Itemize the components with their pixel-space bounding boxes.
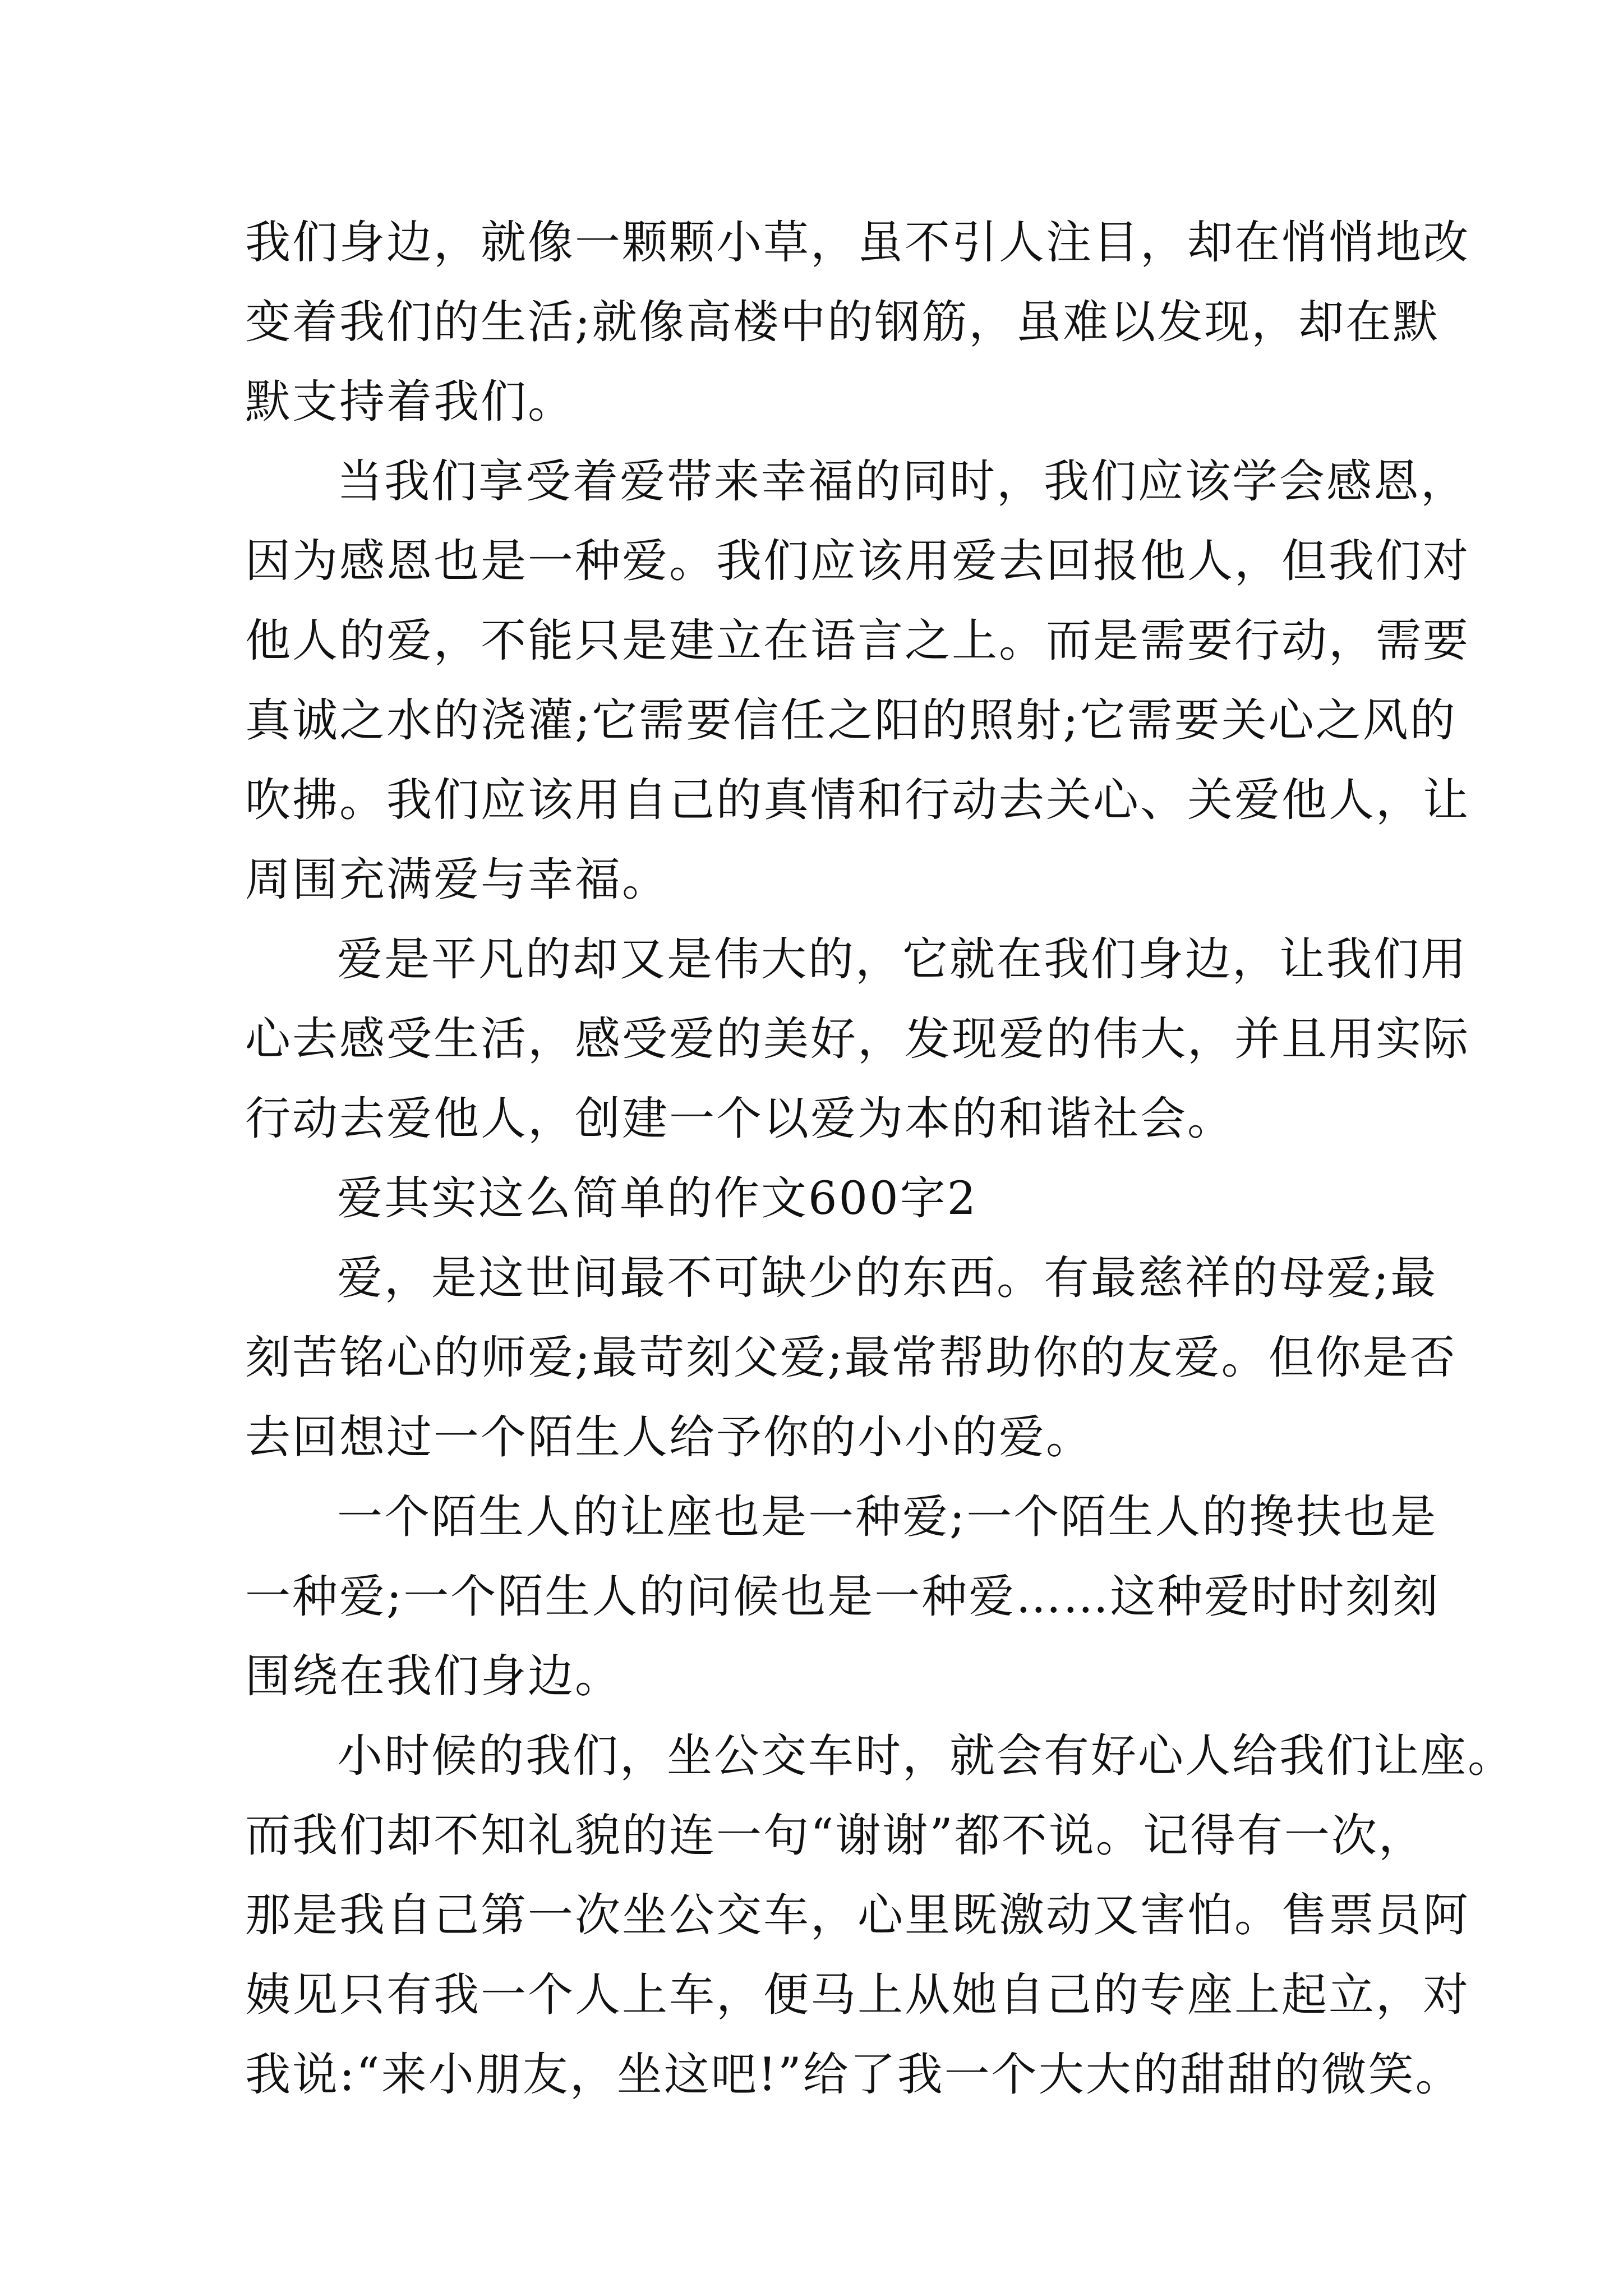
paragraph: [245, 1717, 1515, 2115]
heading-line: 爱其实这么简单的作文600字2: [337, 1172, 978, 1225]
text-line: 爱是平凡的却又是伟大的，它就在我们身边，让我们用: [337, 933, 1468, 986]
text-line: 姨见只有我一个人上车，便马上从她自己的专座上起立，对: [245, 1969, 1470, 2022]
paragraph: [245, 1478, 1440, 1717]
document-body: [245, 203, 1515, 2115]
text-line: 爱，是这世间最不可缺少的东西。有最慈祥的母爱;最: [337, 1252, 1438, 1305]
paragraph: [245, 1239, 1457, 1478]
text-line: 周围充满爱与幸福。: [245, 854, 670, 907]
paragraph: [245, 920, 1470, 1159]
text-line: 一个陌生人的让座也是一种爱;一个陌生人的搀扶也是: [337, 1491, 1438, 1544]
text-line: 一种爱;一个陌生人的问候也是一种爱……这种爱时时刻刻: [245, 1571, 1440, 1623]
section-heading: [245, 1159, 1395, 1239]
text-line: 刻苦铭心的师爱;最苛刻父爱;最常帮助你的友爱。但你是否: [245, 1332, 1457, 1384]
text-line: 当我们享受着爱带来幸福的同时，我们应该学会感恩，: [337, 455, 1468, 508]
text-line: 我说:“来小朋友，坐这吧!”给了我一个大大的甜甜的微笑。: [245, 2049, 1463, 2101]
text-line: 围绕在我们身边。: [245, 1650, 623, 1703]
text-line: 变着我们的生活;就像高楼中的钢筋，虽难以发现，却在默: [245, 296, 1440, 349]
text-line: 真诚之水的浇灌;它需要信任之阳的照射;它需要关心之风的: [245, 694, 1457, 747]
text-line: 吹拂。我们应该用自己的真情和行动去关心、关爱他人，让: [245, 774, 1470, 827]
text-line: 默支持着我们。: [245, 376, 575, 429]
text-line: 因为感恩也是一种爱。我们应该用爱去回报他人，但我们对: [245, 535, 1470, 588]
text-line: 小时候的我们，坐公交车时，就会有好心人给我们让座。: [337, 1730, 1515, 1783]
text-line: 我们身边，就像一颗颗小草，虽不引人注目，却在悄悄地改: [245, 217, 1470, 269]
paragraph: [245, 442, 1470, 920]
text-line: 行动去爱他人，创建一个以爱为本的和谐社会。: [245, 1093, 1235, 1145]
text-line: 去回想过一个陌生人给予你的小小的爱。: [245, 1411, 1094, 1464]
text-line: 而我们却不知礼貌的连一句“谢谢”都不说。记得有一次，: [245, 1810, 1426, 1862]
paragraph: [245, 203, 1470, 442]
text-line: 那是我自己第一次坐公交车，心里既激动又害怕。售票员阿: [245, 1889, 1470, 1942]
text-line: 心去感受生活，感受爱的美好，发现爱的伟大，并且用实际: [245, 1013, 1470, 1066]
text-line: 他人的爱，不能只是建立在语言之上。而是需要行动，需要: [245, 615, 1470, 668]
